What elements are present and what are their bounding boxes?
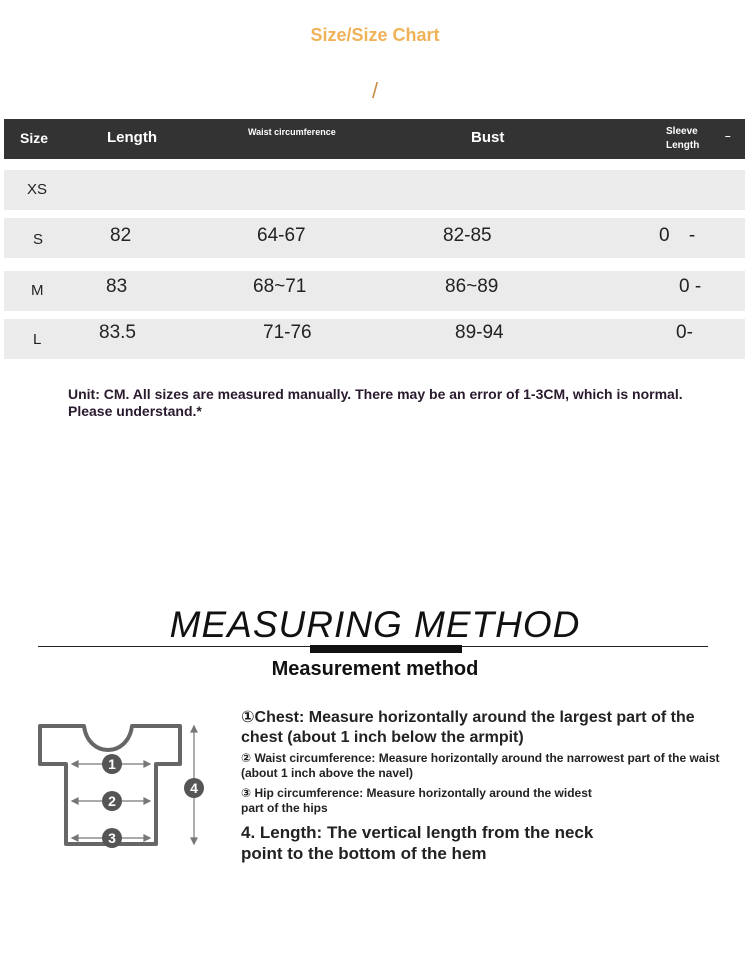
header-size: Size [20,130,49,146]
cell-bust: 82-85 [443,225,492,246]
header-dash: – [725,131,731,142]
title-accent-bar [310,645,462,653]
table-row [4,271,745,311]
hip-instruction: ③ Hip circumference: Measure horizontally around the widest part of the hips [241,786,592,815]
cell-length: 83 [106,276,128,297]
chest-instruction: ①Chest: Measure horizontally around the largest part of the chest (about 1 inch below the armpit) [241,709,695,746]
cell-length: 83.5 [99,322,136,343]
cell-length: 82 [110,225,132,246]
cell-size: S [33,231,44,248]
cell-sleeve: 0 - [679,276,702,297]
measurement-method-subtitle: Measurement method [271,658,479,680]
title-divider: / [372,78,379,103]
table-row [4,319,745,359]
header-waist: Waist circumference [248,127,336,137]
cell-bust: 86~89 [445,276,499,297]
cell-waist: 71-76 [263,322,312,343]
diagram-label-4: 4 [190,780,198,796]
length-instruction: 4. Length: The vertical length from the neck point to the bottom of the hem [241,823,594,863]
table-header [4,119,745,159]
cell-waist: 64-67 [257,225,306,246]
cell-sleeve: 0 - [659,225,696,246]
header-sleeve: Sleeve Length [666,126,700,151]
table-row [4,218,745,258]
measuring-method-title: MEASURING METHOD [169,604,581,645]
size-chart-title: Size/Size Chart [310,25,440,45]
cell-size: L [33,331,42,348]
cell-waist: 68~71 [253,276,307,297]
cell-bust: 89-94 [455,322,504,343]
diagram-label-3: 3 [108,830,116,846]
cell-sleeve: 0- [676,322,693,343]
diagram-label-1: 1 [108,756,116,772]
waist-instruction: ② Waist circumference: Measure horizontally around the narrowest part of the waist (about 1 inch above the navel) [241,751,720,780]
cell-size: XS [27,181,48,198]
diagram-label-2: 2 [108,793,116,809]
header-length: Length [107,129,157,146]
table-row [4,170,745,210]
header-bust: Bust [471,129,505,146]
tshirt-diagram-icon [34,718,214,858]
cell-size: M [31,282,44,299]
measurement-note: Unit: CM. All sizes are measured manually. There may be an error of 1-3CM, which is normal. Please understand.* [68,386,683,419]
